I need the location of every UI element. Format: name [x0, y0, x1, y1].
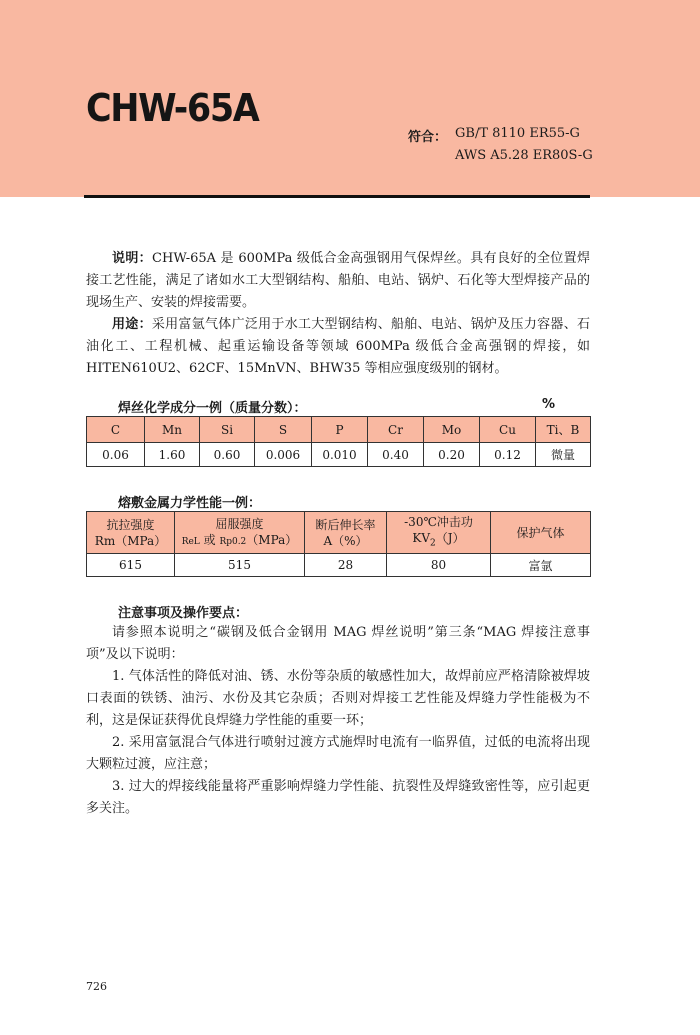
- chemical-value-row: [87, 443, 591, 467]
- yield-strength-header: 屈服强度 ReL 或 Rp0.2（MPa）: [175, 512, 305, 554]
- element-header: Ti、B: [536, 417, 591, 443]
- impact-energy-value: 80: [387, 554, 491, 577]
- element-value: 0.20: [424, 443, 480, 467]
- page-number: 726: [86, 980, 107, 993]
- note-item-2: 2. 采用富氩混合气体进行喷射过渡方式施焊时电流有一临界值，过低的电流将出现大颗粒过渡，应注意；: [86, 735, 590, 772]
- element-value: 0.40: [368, 443, 424, 467]
- mechanical-section-title: 熔敷金属力学性能一例：: [118, 496, 262, 511]
- usage-text: 采用富氩气体广泛用于水工大型钢结构、船舶、电站、锅炉及压力容器、石油化工、工程机械、起重运输设备等领域 600MPa 级低合金高强钢的焊接，如 HITEN610U2、62CF、15MnVN、BHW35 等相应强度级别的钢材。: [86, 317, 590, 376]
- element-header: Mn: [145, 417, 200, 443]
- notes-section-title: 注意事项及操作要点：: [118, 606, 249, 621]
- element-header: Cr: [368, 417, 424, 443]
- element-value: 1.60: [145, 443, 200, 467]
- element-value: 0.06: [87, 443, 145, 467]
- shielding-gas-value: 富氩: [491, 554, 591, 577]
- mechanical-properties-table: [86, 511, 591, 577]
- notes-intro: 请参照本说明之“碳钢及低合金钢用 MAG 焊丝说明”第三条“MAG 焊接注意事项”及以下说明：: [86, 625, 590, 662]
- impact-energy-header: -30℃冲击功 $KV_2(J)$: [387, 512, 491, 554]
- element-header: Si: [200, 417, 255, 443]
- element-value: 0.010: [312, 443, 368, 467]
- element-header: C: [87, 417, 145, 443]
- description-text: CHW-65A 是 600MPa 级低合金高强钢用气保焊丝。具有良好的全位置焊接工艺性能，满足了诸如水工大型钢结构、船舶、电站、锅炉、石化等大型焊接产品的现场生产、安装的焊接需要。: [86, 251, 590, 310]
- note-item-1: 1. 气体活性的降低对油、锈、水份等杂质的敏感性加大，故焊前应严格清除被焊坡口表面的铁锈、油污、水份及其它杂质；否则对焊接工艺性能及焊缝力学性能极为不利，这是保证获得优良焊缝力学性能的重要一环；: [86, 669, 590, 728]
- conform-standard-aws: AWS A5.28 ER80S-G: [455, 148, 593, 163]
- usage-paragraph: [86, 314, 590, 380]
- conform-label: 符合：: [408, 130, 448, 145]
- product-title: CHW-65A: [86, 86, 259, 130]
- element-header: P: [312, 417, 368, 443]
- element-value: 0.006: [255, 443, 312, 467]
- note-item-3: 3. 过大的焊接线能量将严重影响焊缝力学性能、抗裂性及焊缝致密性等，应引起更多关注。: [86, 779, 590, 816]
- mechanical-value-row: [87, 554, 591, 577]
- conform-standard-gb: GB/T 8110 ER55-G: [455, 126, 580, 141]
- element-header: Cu: [480, 417, 536, 443]
- elongation-value: 28: [305, 554, 387, 577]
- header-rule: [84, 195, 590, 198]
- chemical-unit: %: [542, 397, 556, 412]
- element-value: 0.60: [200, 443, 255, 467]
- yield-strength-value: 515: [175, 554, 305, 577]
- element-value: 0.12: [480, 443, 536, 467]
- shielding-gas-header: 保护气体: [491, 512, 591, 554]
- usage-label: 用途：: [112, 317, 152, 332]
- mechanical-header-row: [87, 512, 591, 554]
- chemical-section-title: 焊丝化学成分一例（质量分数）：: [118, 401, 307, 416]
- tensile-strength-value: 615: [87, 554, 175, 577]
- tensile-strength-header: 抗拉强度 Rm（MPa）: [87, 512, 175, 554]
- element-value: 微量: [536, 443, 591, 467]
- elongation-header: 断后伸长率 A（%）: [305, 512, 387, 554]
- element-header: S: [255, 417, 312, 443]
- description-paragraph: [86, 248, 590, 314]
- chemical-composition-table: [86, 416, 591, 467]
- element-header: Mo: [424, 417, 480, 443]
- description-label: 说明：: [112, 251, 153, 266]
- chemical-header-row: [87, 417, 591, 443]
